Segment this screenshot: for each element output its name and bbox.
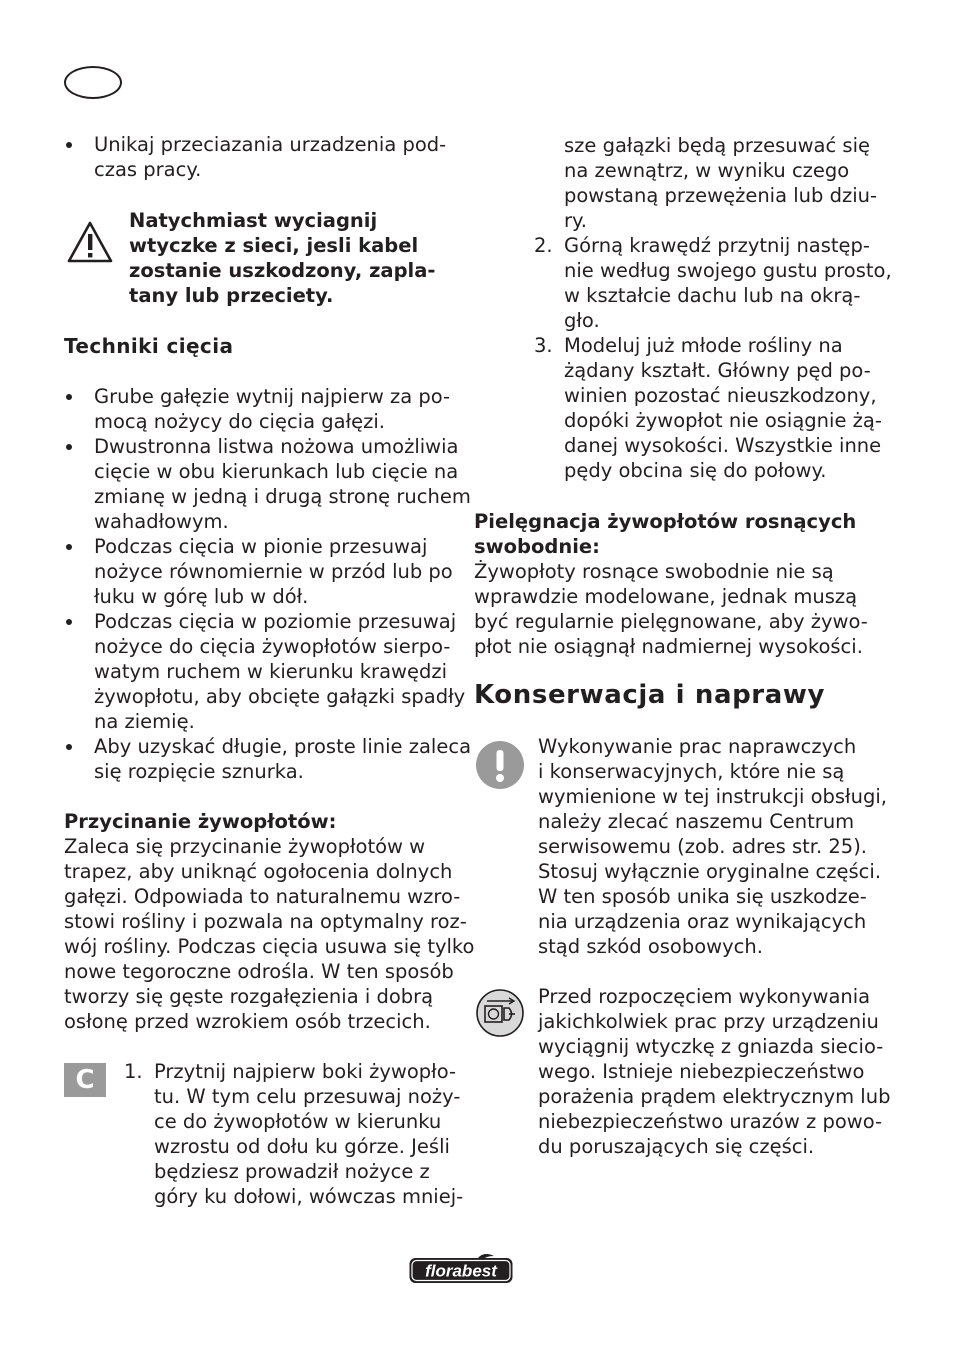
step-text: Modeluj już młode rośliny na — [564, 334, 843, 357]
note-line: nia urządzenia oraz wynikających — [538, 910, 867, 933]
bullet-item: Unikaj przeciazania urzadzenia pod- — [64, 132, 449, 157]
bullet-item-cont: wahadłowym. — [94, 510, 229, 533]
bullet-item: Aby uzyskać długie, proste linie zaleca — [64, 734, 449, 759]
step-line: ry. — [564, 209, 587, 232]
bullet-item: Grube gałęzie wytnij najpierw za po- — [64, 384, 449, 409]
step-line: tu. W tym celu przesuwaj noży- — [154, 1085, 461, 1108]
note-line: wego. Istnieje niebezpieczeństwo — [538, 1060, 865, 1083]
note-line: i konserwacyjnych, które nie są — [538, 760, 845, 783]
warning-line: zostanie uszkodzony, zapla- — [129, 259, 436, 282]
florabest-logo — [408, 1254, 514, 1286]
warning-line: Natychmiast wyciagnij — [129, 209, 378, 232]
step-line — [124, 1059, 457, 1084]
step-line: gło. — [564, 309, 600, 332]
pielegnacja-heading: Pielęgnacja żywopłotów rosnących — [474, 510, 857, 533]
paragraph-line: Żywopłoty rosnące swobodnie nie są — [474, 560, 834, 583]
note-line: jakichkolwiek prac przy urządzeniu — [538, 1010, 879, 1033]
note-line: Wykonywanie prac naprawczych — [538, 735, 857, 758]
bullet-item: Podczas cięcia w pionie przesuwaj — [64, 534, 449, 559]
bullet-item-cont: się rozpięcie sznurka. — [94, 760, 304, 783]
note-line: wymienione w tej instrukcji obsługi, — [538, 785, 887, 808]
step-1-continued — [534, 133, 892, 483]
przycinanie-heading: Przycinanie żywopłotów: — [64, 810, 337, 833]
note-maintenance — [538, 734, 887, 959]
note-line: serwisowemu (zob. adres str. 25). — [538, 835, 867, 858]
note-line: porażenia prądem elektrycznym lub — [538, 1085, 891, 1108]
warning-triangle-icon — [66, 220, 114, 264]
bullet-item-cont: zmianę w jedną i drugą stronę ruchem — [94, 485, 471, 508]
paragraph-line: trapez, aby uniknąć ogołocenia dolnych — [64, 860, 453, 883]
paragraph-line: Zaleca się przycinanie żywopłotów w — [64, 835, 426, 858]
step-line: żądany kształt. Główny pęd po- — [564, 359, 871, 382]
paragraph-line: osłonę przed wzrokiem osób trzecich. — [64, 1010, 431, 1033]
step-number: 3. — [534, 334, 553, 357]
note-line: wyciągnij wtyczkę z gniazda siecio- — [538, 1035, 884, 1058]
step-text: Przytnij najpierw boki żywopło- — [154, 1060, 457, 1083]
bullet-item-cont: mocą nożycy do cięcia gałęzi. — [94, 410, 385, 433]
bullet-item-cont: nożyce do cięcia żywopłotów sierpo- — [94, 635, 451, 658]
step-line: w kształcie dachu lub na okrą- — [564, 284, 861, 307]
note-line: W ten sposób unika się uszkodze- — [538, 885, 867, 908]
warning-line: wtyczke z sieci, jesli kabel — [129, 234, 419, 257]
bullet-item-cont: nożyce równomiernie w przód lub po — [94, 560, 453, 583]
note-line: du poruszających się części. — [538, 1135, 815, 1158]
step-line: góry ku dołowi, wówczas mniej- — [154, 1185, 464, 1208]
step-line: będziesz prowadził nożyce z — [154, 1160, 430, 1183]
bullet-item-cont: łuku w górę lub w dół. — [94, 585, 309, 608]
step-line: nie według swojego gustu prosto, — [564, 259, 892, 282]
step-line: ce do żywopłotów w kierunku — [154, 1110, 442, 1133]
paragraph-line: stowi rośliny i pozwala na optymalny roz- — [64, 910, 467, 933]
note-unplug — [538, 984, 891, 1159]
step-line: sze gałązki będą przesuwać się — [564, 134, 870, 157]
techniki-section — [64, 334, 449, 359]
paragraph-line: być regularnie pielęgnowane, aby żywo- — [474, 610, 868, 633]
warning-line: tany lub przeciety. — [129, 284, 334, 307]
warning-text — [129, 208, 449, 308]
bullet-item: Podczas cięcia w poziomie przesuwaj — [64, 609, 449, 634]
step-line — [534, 233, 874, 258]
techniki-heading: Techniki cięcia — [64, 334, 234, 358]
note-line: stąd szkód osobowych. — [538, 935, 763, 958]
step-line: wzrostu od dołu ku górze. Jeśli — [154, 1135, 450, 1158]
paragraph-line: wój rośliny. Podczas cięcia usuwa się tylko — [64, 935, 475, 958]
pielegnacja-section — [474, 509, 874, 659]
section-title: Konserwacja i naprawy — [474, 680, 826, 710]
bullet-item-cont: watym ruchem w kierunku krawędzi — [94, 660, 447, 683]
bullet-item-cont: czas pracy. — [94, 158, 202, 181]
paragraph-line: płot nie osiągnął nadmiernej wysokości. — [474, 635, 863, 658]
step-line — [534, 333, 874, 358]
figure-label-c: C — [64, 1063, 106, 1097]
paragraph-line: gałęzi. Odpowiada to naturalnemu wzro- — [64, 885, 461, 908]
step-line: danej wysokości. Wszystkie inne — [564, 434, 882, 457]
exclamation-circle-icon — [475, 740, 525, 790]
step-number: 1. — [124, 1060, 143, 1083]
step-line: dopóki żywopłot nie osiągnie żą- — [564, 409, 882, 432]
step-line: winien pozostać nieuszkodzony, — [564, 384, 877, 407]
note-line: Stosuj wyłącznie oryginalne części. — [538, 860, 882, 883]
przycinanie-section — [64, 809, 475, 1034]
logo-text: florabest — [425, 1261, 497, 1281]
step-line: na zewnątrz, w wyniku czego — [564, 159, 850, 182]
bullet-item-cont: żywopłotu, aby obcięte gałązki spadły — [94, 685, 466, 708]
step-line: pędy obcina się do połowy. — [564, 459, 827, 482]
step-number: 2. — [534, 234, 553, 257]
language-marker-oval — [64, 66, 122, 99]
pielegnacja-heading: swobodnie: — [474, 535, 600, 558]
techniki-bullets — [64, 384, 472, 784]
note-line: niebezpieczeństwo urazów z powo- — [538, 1110, 883, 1133]
bullet-item-cont: cięcie w obu kierunkach lub cięcie na — [94, 460, 459, 483]
step-text: Górną krawędź przytnij następ- — [564, 234, 870, 257]
unplug-icon — [475, 988, 525, 1038]
step-line: powstaną przewężenia lub dziu- — [564, 184, 878, 207]
bullet-item-cont: na ziemię. — [94, 710, 195, 733]
paragraph-line: wprawdzie modelowane, jednak muszą — [474, 585, 858, 608]
note-line: należy zlecać naszemu Centrum — [538, 810, 855, 833]
paragraph-line: nowe tegoroczne odrośla. W ten sposób — [64, 960, 454, 983]
paragraph-line: tworzy się gęste rozgałęzienia i dobrą — [64, 985, 434, 1008]
konserwacja-heading — [474, 676, 894, 714]
note-line: Przed rozpoczęciem wykonywania — [538, 985, 871, 1008]
bullet-item: Dwustronna listwa nożowa umożliwia — [64, 434, 449, 459]
step-1 — [124, 1059, 464, 1209]
left-column — [64, 132, 449, 182]
